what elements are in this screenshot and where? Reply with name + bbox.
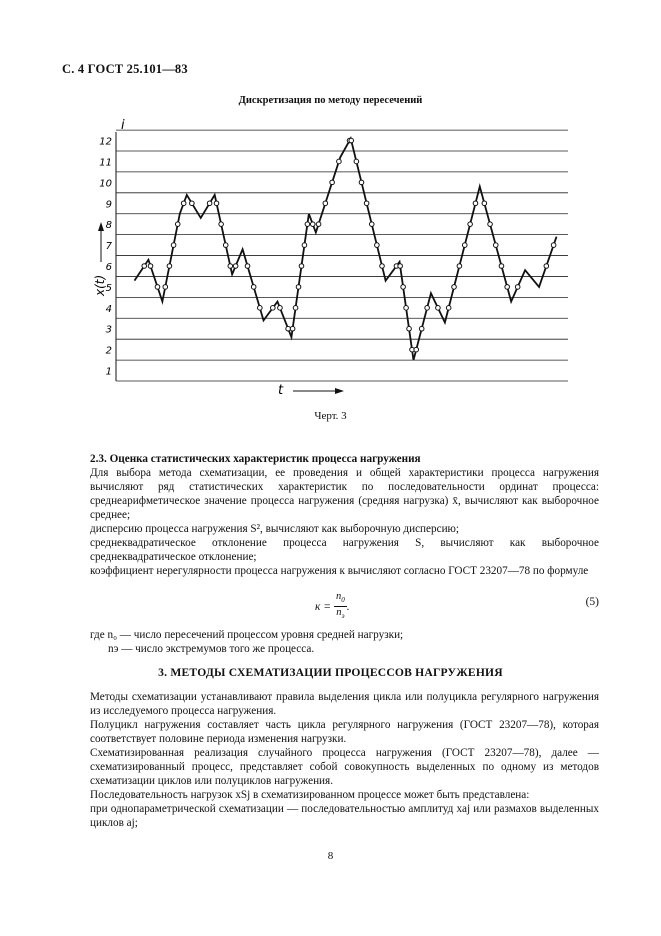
formula-legend	[90, 628, 599, 656]
section-3-p3: Схематизированная реализация случайного процесса нагружения (ГОСТ 23207—78), далее — схематизированный процесс, представляет собой совокупность выделенных по одному из методов схематизации циклов или полуциклов нагружения.	[90, 747, 599, 787]
crossing-point	[316, 222, 321, 227]
crossing-point	[175, 222, 180, 227]
crossing-point	[302, 243, 307, 248]
crossing-point	[354, 159, 359, 164]
crossing-point	[473, 201, 478, 206]
crossing-point	[499, 264, 504, 269]
crossing-point	[142, 264, 147, 269]
crossing-point	[493, 243, 498, 248]
crossing-point	[223, 243, 228, 248]
formula-fraction	[334, 591, 347, 622]
crossing-point	[349, 138, 354, 143]
crossing-point	[299, 264, 304, 269]
crossing-point	[505, 285, 510, 290]
crossing-point	[446, 306, 451, 311]
formula-numerator: $n_0$	[334, 591, 347, 607]
side-arrow	[98, 222, 104, 262]
level-label: 4	[105, 303, 112, 315]
formula-tail: .	[346, 600, 350, 613]
crossing-chart	[88, 116, 578, 406]
x-axis-arrow	[293, 388, 344, 394]
section-2-3-p4: коэффициент нерегулярности процесса нагружения к вычисляют согласно ГОСТ 23207—78 по формуле	[90, 565, 589, 577]
crossing-point	[258, 306, 263, 311]
section-3-body	[90, 690, 599, 830]
section-2-3-heading: 2.3. Оценка статистических характеристик процесса нагружения	[90, 453, 421, 465]
crossing-point	[214, 201, 219, 206]
section-2-3	[90, 452, 599, 578]
crossing-point	[375, 243, 380, 248]
where-line-2: nэ — число экстремумов того же процесса.	[108, 643, 315, 655]
page-header: С. 4 ГОСТ 25.101—83	[62, 62, 188, 76]
crossing-point	[323, 201, 328, 206]
side-axis-label: x(t)	[93, 274, 107, 296]
where-line-1: где n₀ — число пересечений процессом уровня средней нагрузки;	[90, 629, 404, 641]
level-label: 12	[99, 136, 112, 148]
figure-title: Дискретизация по методу пересечений	[238, 95, 423, 106]
page-number: 8	[327, 850, 334, 862]
crossing-point	[330, 180, 335, 185]
level-label: 8	[105, 220, 112, 232]
crossing-point	[190, 201, 195, 206]
section-2-3-p1: Для выбора метода схематизации, ее проведения и общей характеристики процесса нагружения вычисляют ряд статистических характеристик по последовательности ординат процесса: среднеарифметическое значение процесса нагружения (средняя нагрузка) x̄, вычисляют как выборочное среднее;	[90, 467, 599, 521]
crossing-point	[380, 264, 385, 269]
level-label: 3	[105, 324, 112, 336]
level-label: 9	[105, 199, 112, 211]
chart-grid	[116, 130, 568, 381]
crossing-point	[482, 201, 487, 206]
section-3-p5: при однопараметрической схематизации — последовательностью амплитуд xaj или размахов выделенных циклов aj;	[90, 803, 599, 829]
crossing-point	[488, 222, 493, 227]
crossing-point	[155, 285, 160, 290]
crossing-point	[468, 222, 473, 227]
level-label: 2	[105, 345, 112, 357]
crossing-point	[414, 347, 419, 352]
crossing-point	[404, 306, 409, 311]
formula-5	[315, 591, 350, 622]
crossing-point	[278, 306, 283, 311]
section-2-3-p3: среднеквадратическое отклонение процесса нагружения S, вычисляют как выборочное среднеквадратическое отклонение;	[90, 537, 599, 563]
level-label: 7	[105, 241, 112, 253]
crossing-point	[286, 326, 291, 331]
section-3-p1: Методы схематизации устанавливают правила выделения цикла или полуцикла регулярного нагружения из исследуемого процесса нагружения.	[90, 691, 599, 717]
crossing-point	[296, 285, 301, 290]
level-label: 1	[105, 366, 112, 378]
crossing-point	[293, 306, 298, 311]
section-3-p2: Полуцикл нагружения составляет часть цикла регулярного нагружения (ГОСТ 23207—78), которая соответствует половине периода изменения нагрузки.	[90, 719, 599, 745]
crossing-point	[436, 306, 441, 311]
crossing-point	[207, 201, 212, 206]
crossing-point	[290, 326, 295, 331]
crossing-point	[425, 306, 430, 311]
crossing-point	[398, 264, 403, 269]
section-2-3-p2: дисперсию процесса нагружения S², вычисляют как выборочную дисперсию;	[90, 523, 460, 535]
section-3-heading: 3. МЕТОДЫ СХЕМАТИЗАЦИИ ПРОЦЕССОВ НАГРУЖЕНИЯ	[158, 666, 503, 679]
crossing-point	[515, 285, 520, 290]
crossing-point	[359, 180, 364, 185]
crossing-point	[181, 201, 186, 206]
formula-denominator: $n_э$	[336, 607, 345, 621]
crossing-point	[251, 285, 256, 290]
crossing-point	[245, 264, 250, 269]
crossing-point	[337, 159, 342, 164]
crossing-point	[452, 285, 457, 290]
crossing-point	[419, 326, 424, 331]
crossing-point	[364, 201, 369, 206]
level-label: 11	[99, 157, 112, 169]
crossing-point	[544, 264, 549, 269]
crossing-point	[462, 243, 467, 248]
level-label: 10	[99, 178, 112, 190]
crossing-point	[305, 222, 310, 227]
crossing-point	[167, 264, 172, 269]
chart-crossing-points	[142, 138, 556, 352]
level-label: 6	[105, 262, 112, 273]
level-label: 5	[105, 282, 112, 294]
formula-lhs: к =	[315, 600, 332, 613]
crossing-point	[401, 285, 406, 290]
crossing-point	[407, 326, 412, 331]
x-axis-label: t	[278, 383, 284, 398]
crossing-point	[219, 222, 224, 227]
formula-block	[90, 591, 599, 621]
crossing-point	[163, 285, 168, 290]
crossing-point	[310, 222, 315, 227]
figure-caption: Черт. 3	[314, 410, 347, 422]
crossing-point	[271, 306, 276, 311]
equation-number: (5)	[585, 596, 599, 608]
crossing-point	[171, 243, 176, 248]
crossing-point	[228, 264, 233, 269]
crossing-point	[233, 264, 238, 269]
crossing-point	[551, 243, 556, 248]
section-3-p4: Последовательность нагрузок xSj в схематизированном процессе может быть представлена:	[90, 789, 530, 801]
level-axis-label: i	[121, 118, 125, 133]
crossing-point	[148, 264, 153, 269]
crossing-point	[457, 264, 462, 269]
crossing-point	[369, 222, 374, 227]
